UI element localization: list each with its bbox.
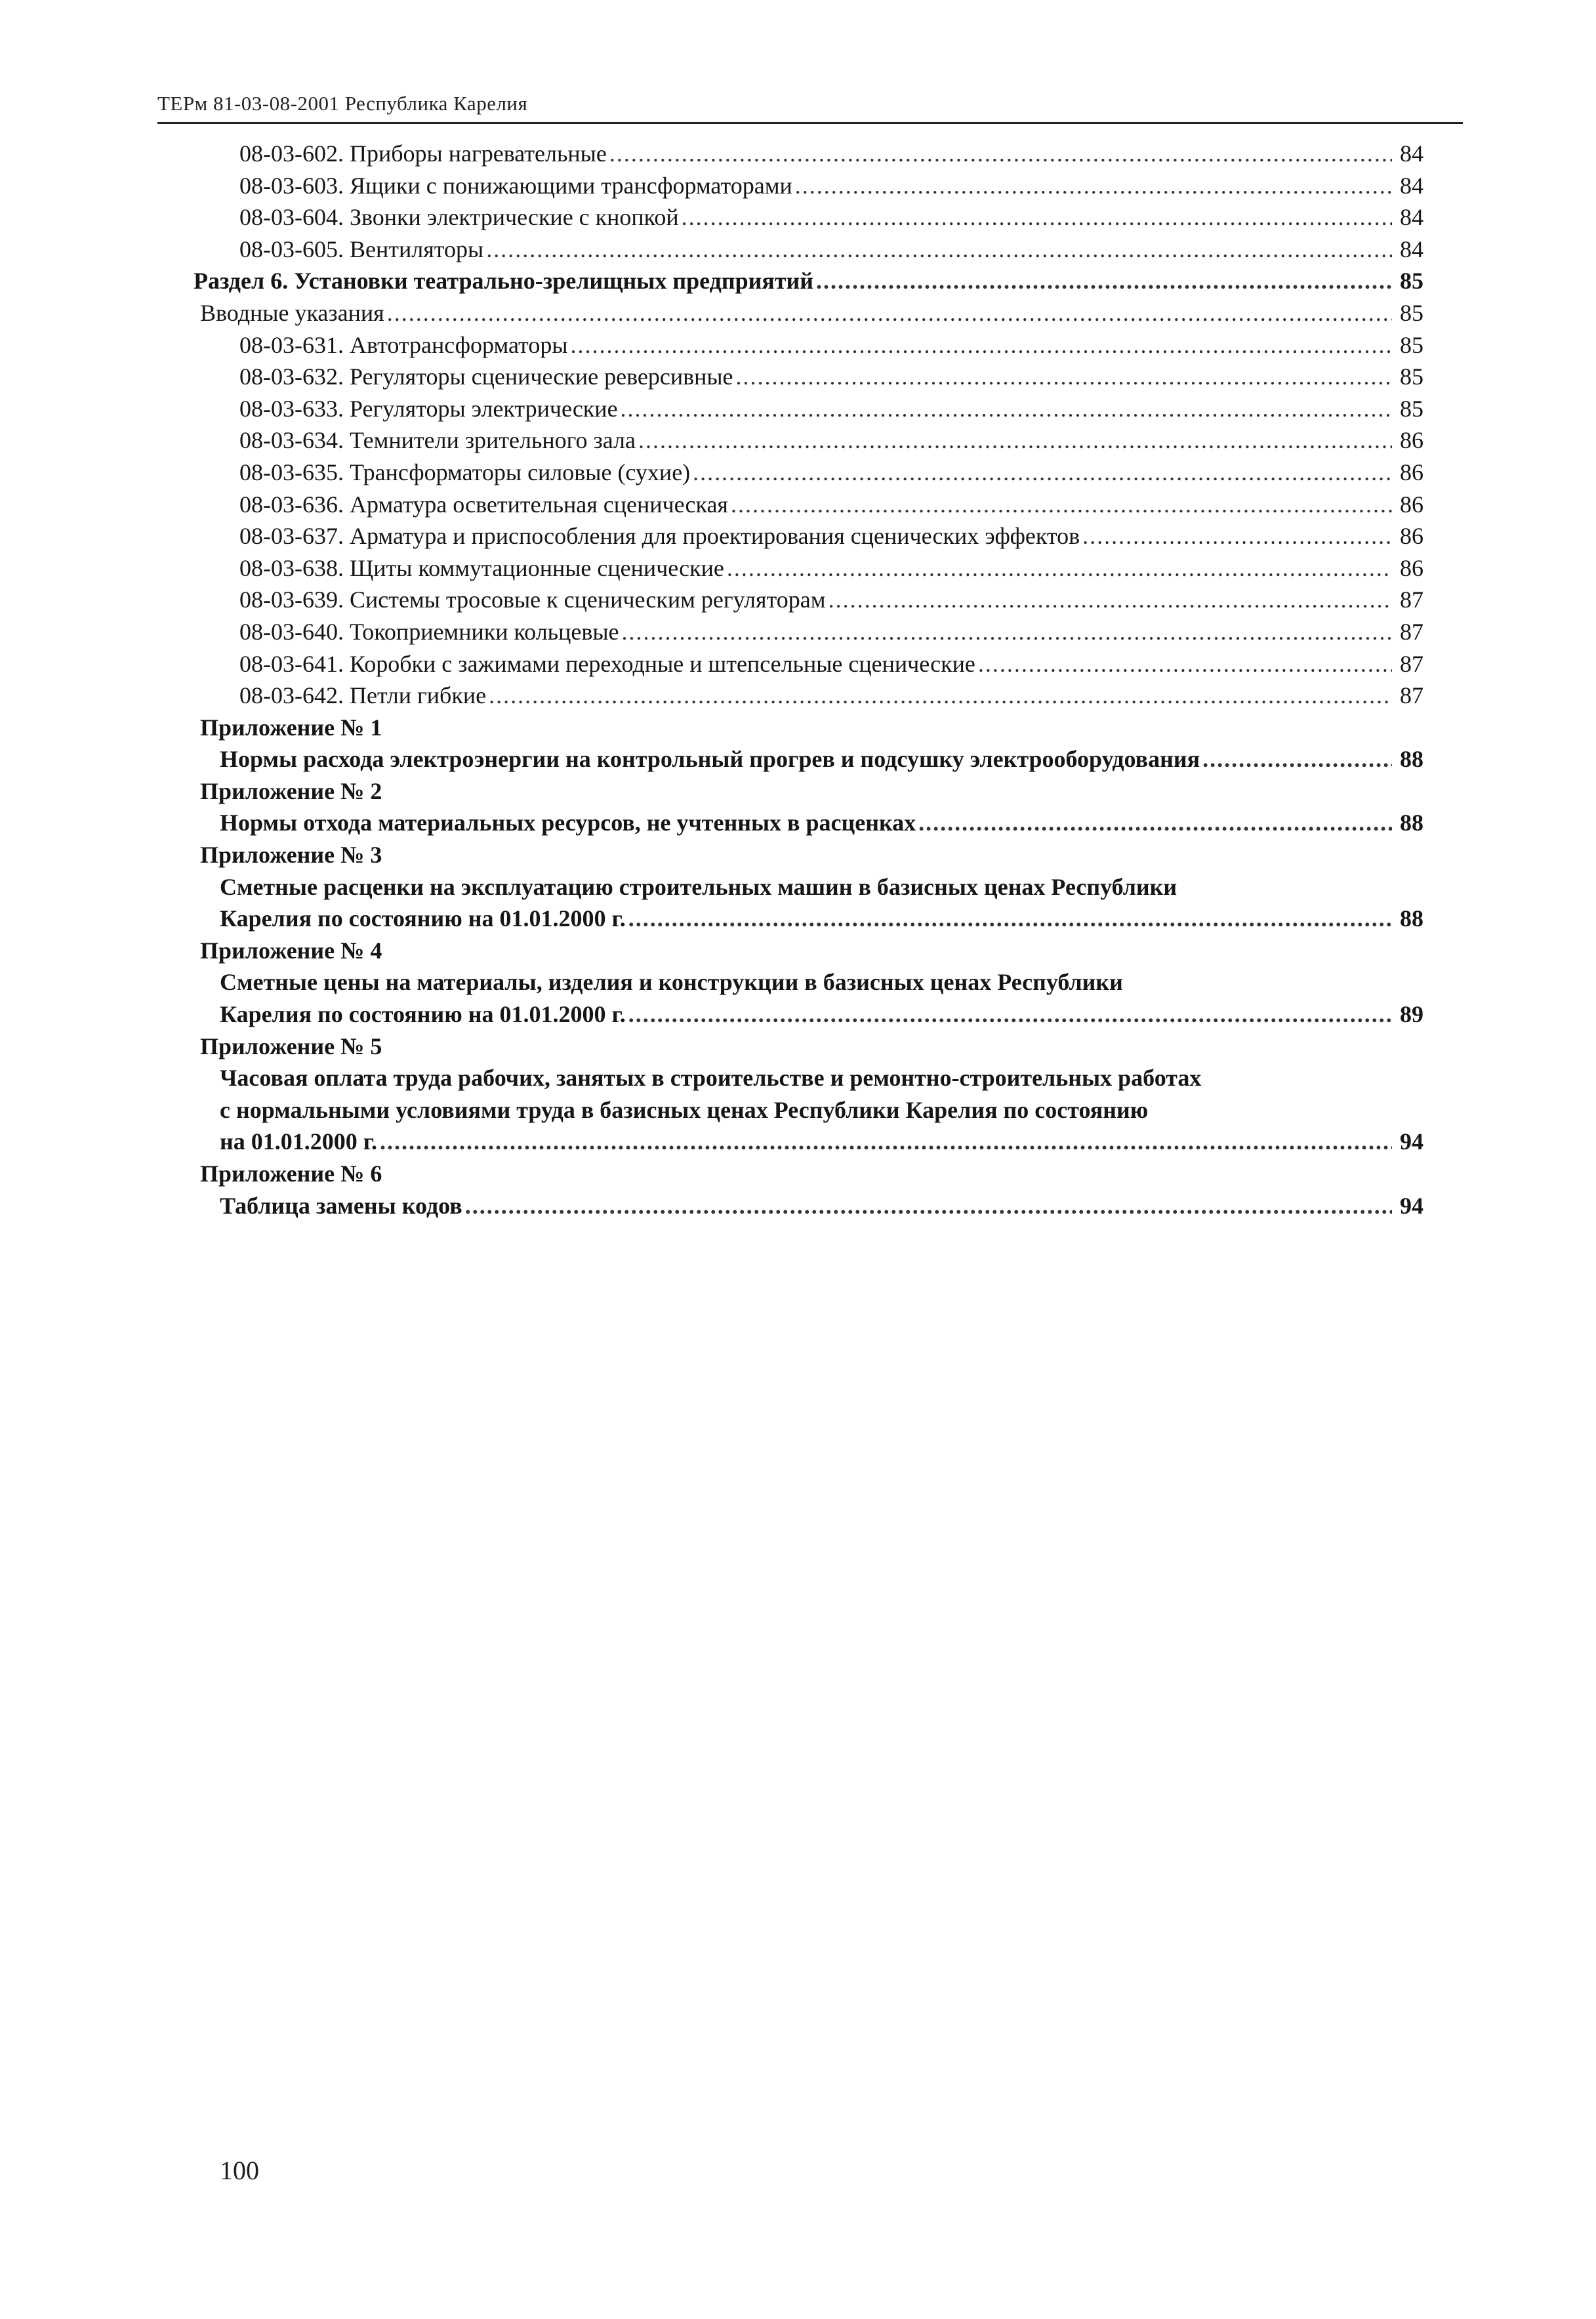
appendix-1-heading: Приложение № 1 (200, 714, 382, 741)
toc-entry-label: 08-03-632. Регуляторы сценические реверсивные (239, 363, 733, 390)
appendix-5-line: Часовая оплата труда рабочих, занятых в строительстве и ремонтно-строительных работах (220, 1065, 1202, 1092)
appendix-entry-label: Карелия по состоянию на 01.01.2000 г. (220, 1001, 626, 1028)
appendix-1-entry[interactable] (194, 743, 1423, 775)
toc-entry-label: 08-03-638. Щиты коммутационные сценические (239, 554, 724, 581)
toc-entry-label: 08-03-635. Трансформаторы силовые (сухие) (239, 459, 691, 485)
toc-entry[interactable] (194, 201, 1423, 234)
appendix-4-heading: Приложение № 4 (200, 937, 382, 964)
toc-entry[interactable] (194, 616, 1423, 648)
toc-section-label: Раздел 6. Установки театрально-зрелищных предприятий (194, 268, 814, 295)
appendix-entry-page: 88 (1400, 810, 1423, 836)
toc-entry-page: 84 (1400, 236, 1423, 262)
toc-entry-page: 86 (1400, 554, 1423, 581)
toc-entry-label: 08-03-641. Коробки с зажимами переходные и штепсельные сценические (239, 650, 975, 677)
page-number: 100 (220, 2156, 259, 2185)
dot-leader (380, 1126, 1392, 1158)
appendix-5-line: с нормальными условиями труда в базисных ценах Республики Карелия по состоянию (220, 1096, 1149, 1123)
appendix-4-line: Сметные цены на материалы, изделия и конструкции в базисных ценах Республики (220, 969, 1123, 996)
appendix-2-heading: Приложение № 2 (200, 777, 382, 804)
appendix-3-heading: Приложение № 3 (200, 842, 382, 869)
toc-entry[interactable] (194, 361, 1423, 393)
running-header: ТЕРм 81-03-08-2001 Республика Карелия (157, 92, 528, 115)
appendix-entry-page: 88 (1400, 746, 1423, 773)
dot-leader (829, 584, 1392, 616)
appendix-5-entry[interactable] (194, 1126, 1423, 1158)
toc-entry[interactable] (194, 329, 1423, 361)
dot-leader (621, 393, 1392, 425)
toc-entry-page: 84 (1400, 204, 1423, 231)
appendix-6-heading: Приложение № 6 (200, 1160, 382, 1187)
toc-entry-page: 87 (1400, 682, 1423, 709)
dot-leader (387, 297, 1392, 329)
dot-leader (628, 998, 1392, 1031)
appendix-6-entry[interactable] (194, 1190, 1423, 1222)
toc-entry-page: 86 (1400, 459, 1423, 485)
appendix-3-line: Сметные расценки на эксплуатацию строительных машин в базисных ценах Республики (220, 873, 1177, 900)
header-rule (157, 122, 1463, 124)
appendix-entry-label: Таблица замены кодов (220, 1192, 462, 1219)
dot-leader (465, 1190, 1392, 1222)
dot-leader (486, 234, 1392, 266)
dot-leader (682, 201, 1392, 234)
toc-entry-label: 08-03-631. Автотрансформаторы (239, 331, 568, 358)
toc-entry[interactable] (194, 584, 1423, 616)
dot-leader (628, 903, 1392, 935)
appendix-entry-page: 89 (1400, 1001, 1423, 1028)
toc-intro-page: 85 (1400, 299, 1423, 326)
toc-entry-label: 08-03-602. Приборы нагревательные (239, 140, 607, 167)
toc-entry-page: 85 (1400, 331, 1423, 358)
dot-leader (1202, 743, 1392, 775)
toc-entry-page: 86 (1400, 523, 1423, 550)
appendix-3-entry[interactable] (194, 903, 1423, 935)
toc-entry-page: 86 (1400, 491, 1423, 518)
toc-entry[interactable] (194, 648, 1423, 680)
dot-leader (918, 807, 1392, 839)
toc-entry[interactable] (194, 520, 1423, 552)
appendix-entry-page: 94 (1400, 1128, 1423, 1155)
toc-entry[interactable] (194, 552, 1423, 585)
toc-entry-label: 08-03-642. Петли гибкие (239, 682, 487, 709)
toc-entry-page: 87 (1400, 650, 1423, 677)
toc-intro-label: Вводные указания (200, 299, 384, 326)
toc-entry-label: 08-03-604. Звонки электрические с кнопкой (239, 204, 679, 231)
appendix-2-entry[interactable] (194, 807, 1423, 839)
dot-leader (731, 489, 1392, 521)
toc-entry[interactable] (194, 680, 1423, 712)
appendix-entry-label: Карелия по состоянию на 01.01.2000 г. (220, 905, 626, 932)
toc-entry[interactable] (194, 138, 1423, 170)
toc-section-page: 85 (1400, 268, 1423, 295)
toc-entry-page: 87 (1400, 618, 1423, 645)
toc-entry-label: 08-03-634. Темнители зрительного зала (239, 427, 636, 454)
dot-leader (816, 265, 1392, 297)
dot-leader (1082, 520, 1392, 552)
toc-entry-label: 08-03-636. Арматура осветительная сценическая (239, 491, 728, 518)
appendix-entry-label: Нормы отхода материальных ресурсов, не учтенных в расценках (220, 810, 916, 836)
dot-leader (978, 648, 1392, 680)
toc-entry-page: 87 (1400, 586, 1423, 613)
appendix-5-heading: Приложение № 5 (200, 1033, 382, 1059)
dot-leader (736, 361, 1392, 393)
toc-entry-label: 08-03-637. Арматура и приспособления для проектирования сценических эффектов (239, 523, 1080, 550)
toc-entry[interactable] (194, 234, 1423, 266)
toc-intro[interactable] (194, 297, 1423, 329)
dot-leader (609, 138, 1392, 170)
dot-leader (795, 170, 1392, 202)
toc-entry[interactable] (194, 170, 1423, 202)
toc-entry-label: 08-03-633. Регуляторы электрические (239, 395, 618, 422)
toc-entry-label: 08-03-640. Токоприемники кольцевые (239, 618, 619, 645)
table-of-contents (194, 138, 1423, 1221)
toc-entry-page: 84 (1400, 140, 1423, 167)
appendix-4-entry[interactable] (194, 998, 1423, 1031)
toc-entry-page: 85 (1400, 363, 1423, 390)
toc-entry[interactable] (194, 457, 1423, 489)
toc-entry-page: 85 (1400, 395, 1423, 422)
dot-leader (638, 424, 1392, 457)
dot-leader (693, 457, 1392, 489)
dot-leader (621, 616, 1392, 648)
toc-entry-label: 08-03-603. Ящики с понижающими трансформаторами (239, 172, 792, 199)
toc-section-6[interactable] (194, 265, 1423, 297)
dot-leader (489, 680, 1392, 712)
appendix-entry-page: 88 (1400, 905, 1423, 932)
appendix-entry-page: 94 (1400, 1192, 1423, 1219)
toc-entry-label: 08-03-639. Системы тросовые к сценическим регуляторам (239, 586, 826, 613)
appendix-entry-label: Нормы расхода электроэнергии на контрольный прогрев и подсушку электрооборудования (220, 746, 1200, 773)
toc-entry[interactable] (194, 489, 1423, 521)
dot-leader (571, 329, 1392, 361)
toc-entry[interactable] (194, 424, 1423, 457)
toc-entry-label: 08-03-605. Вентиляторы (239, 236, 484, 262)
toc-entry-page: 86 (1400, 427, 1423, 454)
dot-leader (727, 552, 1392, 585)
appendix-entry-label: на 01.01.2000 г. (220, 1128, 378, 1155)
toc-entry[interactable] (194, 393, 1423, 425)
toc-entry-page: 84 (1400, 172, 1423, 199)
